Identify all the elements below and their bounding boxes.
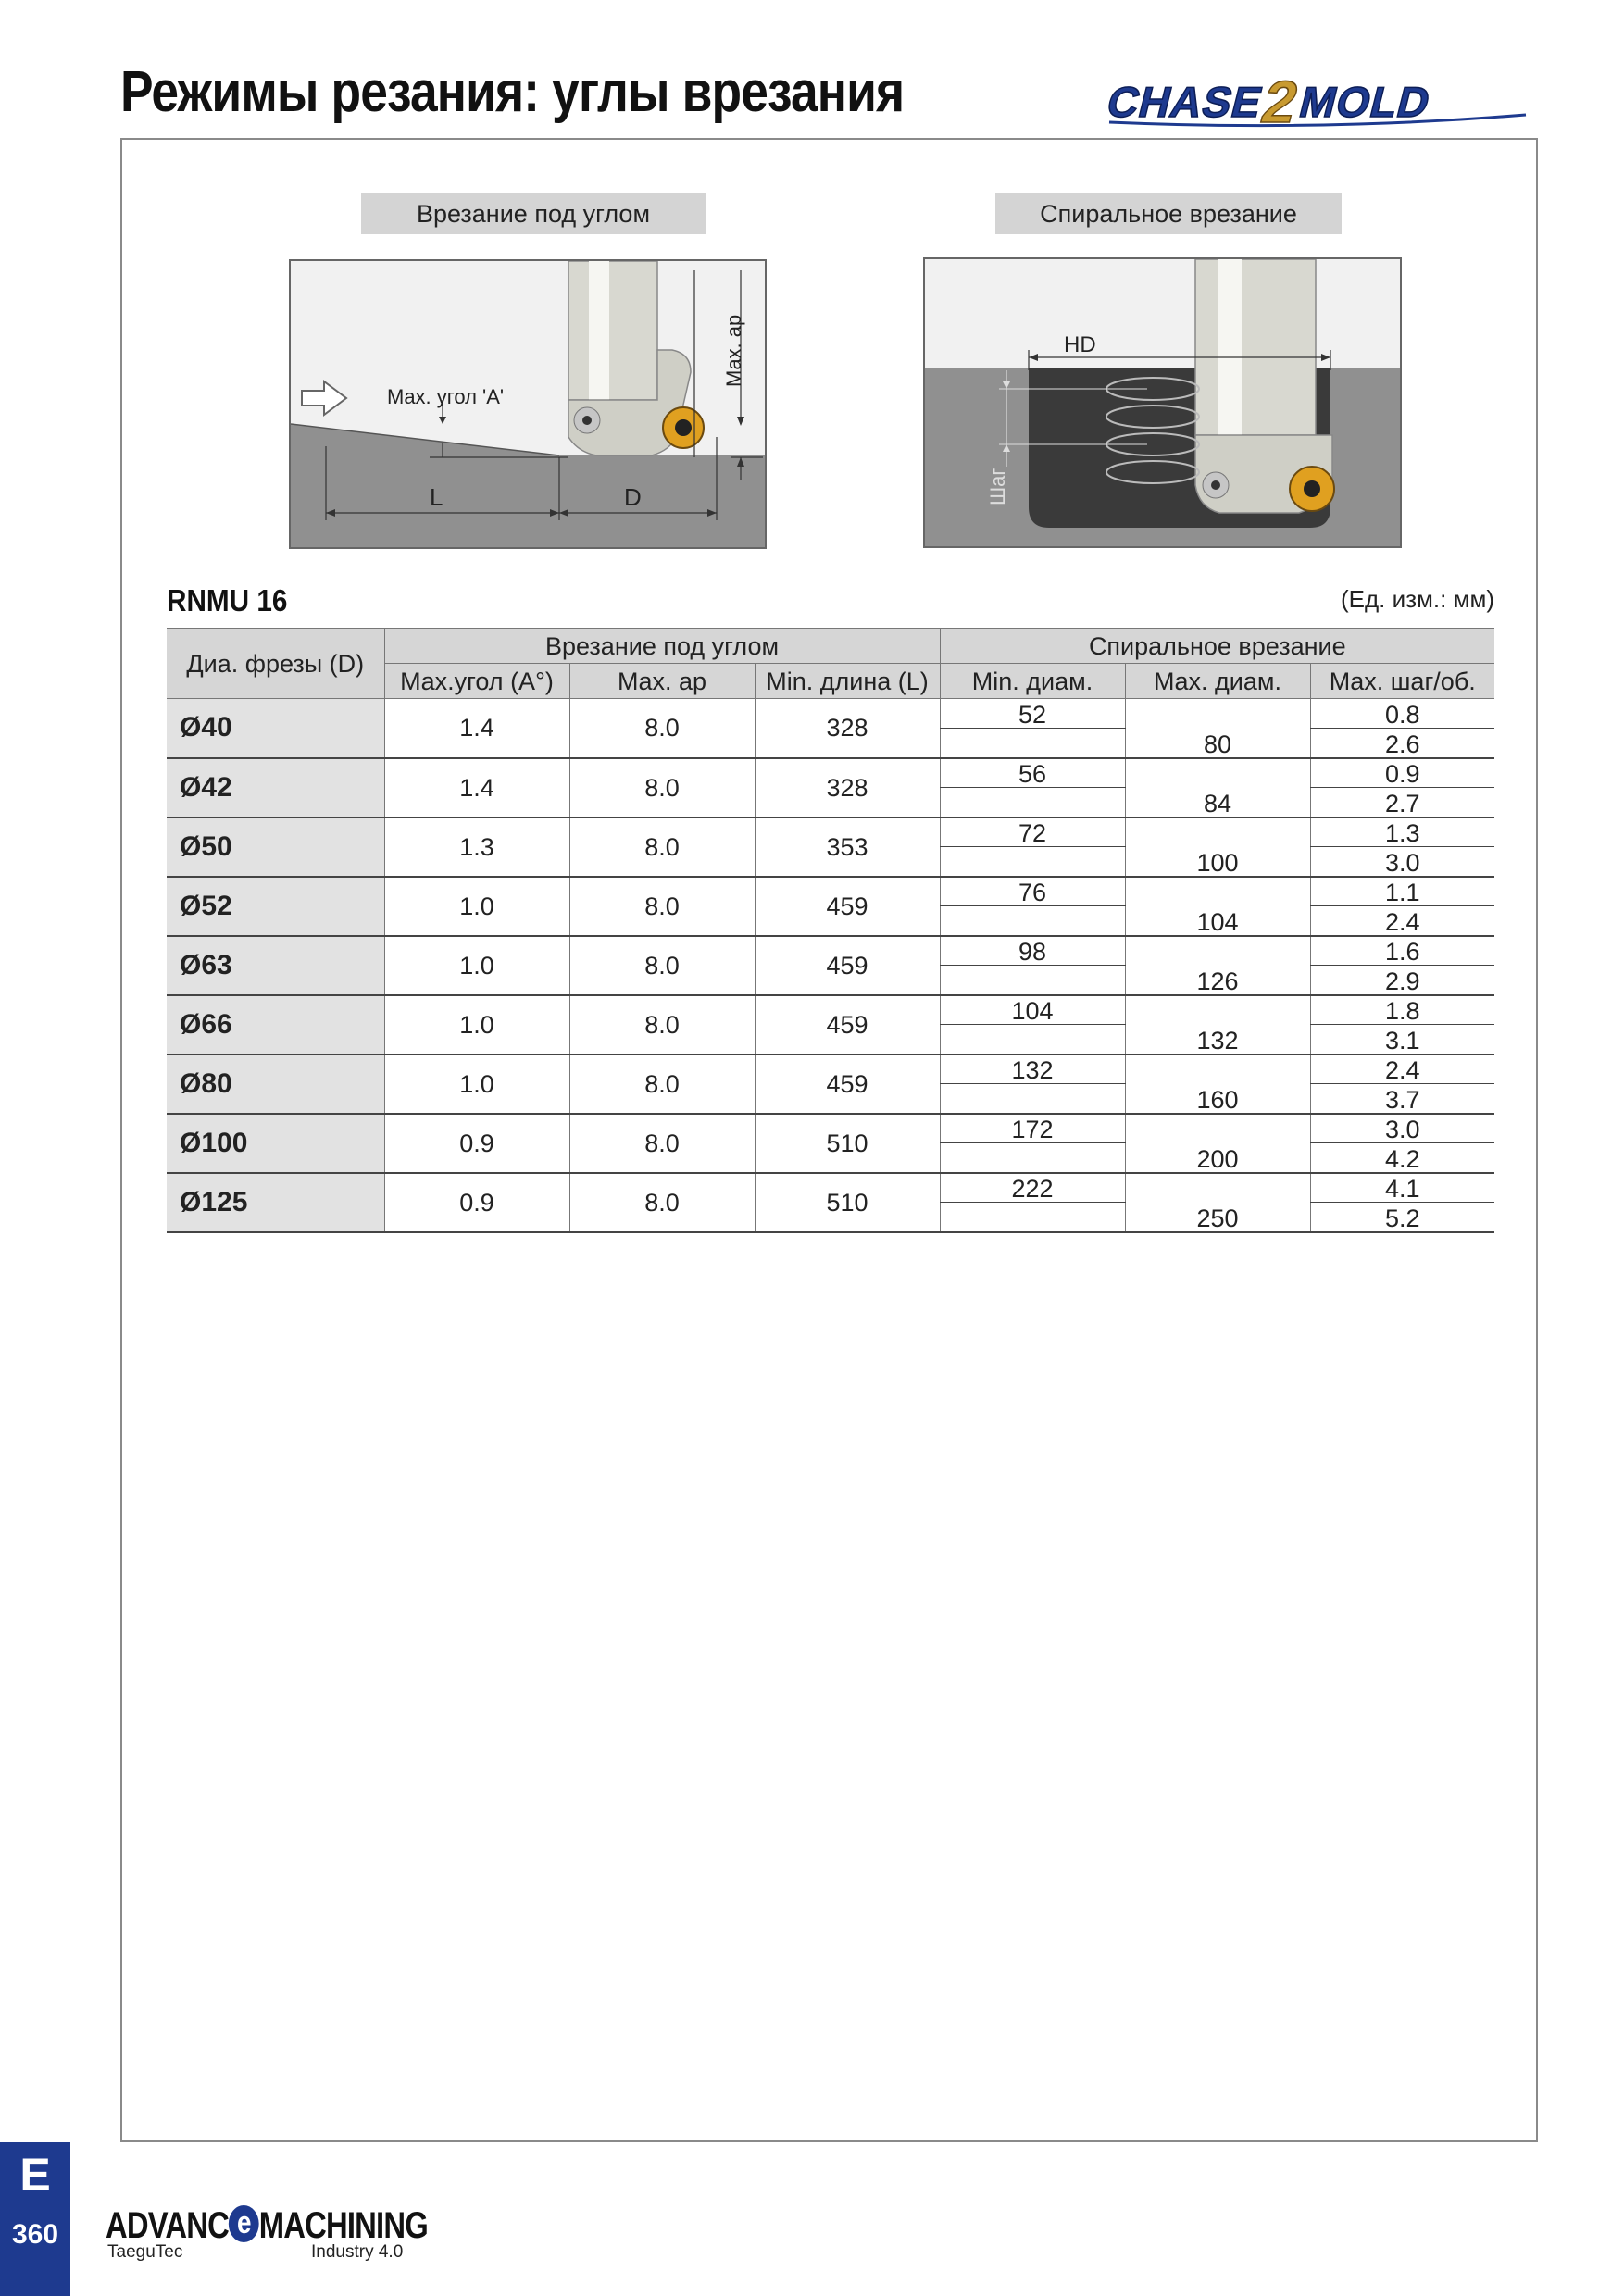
min-pitch-cell: 1.1 [1310, 877, 1494, 906]
min-length-cell: 353 [755, 817, 940, 877]
max-pitch-cell: 2.4 [1310, 906, 1494, 936]
column-header: Max.угол (A°) [384, 664, 569, 699]
table-row [167, 817, 1494, 847]
svg-text:2: 2 [1255, 69, 1305, 133]
max-pitch-cell: 3.1 [1310, 1025, 1494, 1054]
max-diameter-cell: 84 [1125, 788, 1310, 817]
empty-cell [940, 1025, 1125, 1054]
max-diameter-cell: 132 [1125, 1025, 1310, 1054]
max-pitch-cell: 2.7 [1310, 788, 1494, 817]
units-note: (Ед. изм.: мм) [1340, 585, 1494, 613]
table-row [167, 1054, 1494, 1084]
empty-cell [940, 729, 1125, 758]
min-pitch-cell: 0.8 [1310, 699, 1494, 729]
pitch-label: Шаг [986, 468, 1009, 505]
min-diameter-cell: 98 [940, 936, 1125, 966]
diameter-cell: Ø50 [167, 817, 384, 877]
max-diameter-cell: 126 [1125, 966, 1310, 995]
max-ap-cell: 8.0 [569, 936, 755, 995]
min-length-cell: 328 [755, 758, 940, 817]
brand-e-icon: e [229, 2205, 259, 2242]
page-title: Режимы резания: углы врезания [120, 60, 905, 124]
empty-cell [940, 1203, 1125, 1232]
max-angle-cell: 1.4 [384, 699, 569, 758]
column-header: Min. диам. [940, 664, 1125, 699]
empty-cell [940, 906, 1125, 936]
helical-caption: Спиральное врезание [995, 193, 1342, 234]
advance-machining-logo [106, 2205, 498, 2262]
min-length-cell: 510 [755, 1173, 940, 1232]
max-ap-cell: 8.0 [569, 817, 755, 877]
max-ap-cell: 8.0 [569, 1054, 755, 1114]
chase2mold-logo [1091, 69, 1554, 138]
column-header: Max. ap [569, 664, 755, 699]
max-angle-cell: 0.9 [384, 1114, 569, 1173]
diameter-cell: Ø80 [167, 1054, 384, 1114]
empty-cell [1125, 817, 1310, 847]
max-angle-cell: 1.4 [384, 758, 569, 817]
min-length-cell: 459 [755, 1054, 940, 1114]
diameter-cell: Ø66 [167, 995, 384, 1054]
empty-cell [940, 847, 1125, 877]
max-ap-cell: 8.0 [569, 758, 755, 817]
ramping-group-header: Врезание под углом [384, 629, 940, 664]
max-pitch-cell: 2.9 [1310, 966, 1494, 995]
ramping-caption: Врезание под углом [361, 193, 706, 234]
empty-cell [1125, 1114, 1310, 1143]
min-pitch-cell: 4.1 [1310, 1173, 1494, 1203]
max-pitch-cell: 4.2 [1310, 1143, 1494, 1173]
min-pitch-cell: 1.3 [1310, 817, 1494, 847]
max-angle-cell: 1.0 [384, 995, 569, 1054]
table-row [167, 699, 1494, 729]
empty-cell [1125, 936, 1310, 966]
max-ap-label: Max. ap [722, 314, 745, 387]
min-pitch-cell: 3.0 [1310, 1114, 1494, 1143]
table-row [167, 1173, 1494, 1203]
diameter-header: Диа. фрезы (D) [167, 629, 384, 699]
max-pitch-cell: 3.0 [1310, 847, 1494, 877]
min-length-cell: 459 [755, 877, 940, 936]
max-angle-cell: 1.0 [384, 877, 569, 936]
brand-left: ADVANC [106, 2205, 229, 2246]
product-code: RNMU 16 [167, 583, 288, 618]
length-l-label: L [430, 483, 443, 511]
diameter-cell: Ø100 [167, 1114, 384, 1173]
empty-cell [1125, 995, 1310, 1025]
tool-shank [568, 261, 657, 400]
max-pitch-cell: 2.6 [1310, 729, 1494, 758]
min-diameter-cell: 76 [940, 877, 1125, 906]
min-pitch-cell: 1.6 [1310, 936, 1494, 966]
column-header: Max. диам. [1125, 664, 1310, 699]
diameter-cell: Ø40 [167, 699, 384, 758]
section-letter: E [19, 2149, 51, 2201]
diameter-cell: Ø42 [167, 758, 384, 817]
max-diameter-cell: 80 [1125, 729, 1310, 758]
table-row [167, 936, 1494, 966]
page-number: 360 [11, 2219, 59, 2250]
empty-cell [1125, 877, 1310, 906]
max-angle-label: Max. угол 'A' [387, 385, 505, 408]
max-ap-cell: 8.0 [569, 995, 755, 1054]
max-pitch-cell: 5.2 [1310, 1203, 1494, 1232]
max-ap-cell: 8.0 [569, 1114, 755, 1173]
helical-diagram [923, 257, 1402, 548]
empty-cell [1125, 699, 1310, 729]
max-angle-cell: 1.3 [384, 817, 569, 877]
min-length-cell: 459 [755, 995, 940, 1054]
diameter-cell: Ø63 [167, 936, 384, 995]
max-ap-cell: 8.0 [569, 1173, 755, 1232]
table-row [167, 995, 1494, 1025]
min-length-cell: 459 [755, 936, 940, 995]
hd-label: HD [1064, 332, 1096, 357]
min-diameter-cell: 132 [940, 1054, 1125, 1084]
svg-text:CHASE: CHASE [1102, 78, 1268, 126]
min-pitch-cell: 2.4 [1310, 1054, 1494, 1084]
diameter-d-label: D [624, 483, 642, 511]
max-diameter-cell: 100 [1125, 847, 1310, 877]
max-diameter-cell: 160 [1125, 1084, 1310, 1114]
min-diameter-cell: 222 [940, 1173, 1125, 1203]
min-diameter-cell: 52 [940, 699, 1125, 729]
max-ap-cell: 8.0 [569, 877, 755, 936]
max-diameter-cell: 250 [1125, 1203, 1310, 1232]
table-row [167, 1114, 1494, 1143]
empty-cell [940, 966, 1125, 995]
min-length-cell: 328 [755, 699, 940, 758]
min-diameter-cell: 104 [940, 995, 1125, 1025]
min-pitch-cell: 1.8 [1310, 995, 1494, 1025]
max-diameter-cell: 104 [1125, 906, 1310, 936]
min-diameter-cell: 172 [940, 1114, 1125, 1143]
svg-text:MOLD: MOLD [1294, 78, 1436, 126]
min-diameter-cell: 72 [940, 817, 1125, 847]
empty-cell [1125, 1054, 1310, 1084]
table-row [167, 877, 1494, 906]
max-pitch-cell: 3.7 [1310, 1084, 1494, 1114]
max-diameter-cell: 200 [1125, 1143, 1310, 1173]
min-length-cell: 510 [755, 1114, 940, 1173]
empty-cell [940, 1084, 1125, 1114]
brand-sub-right: Industry 4.0 [311, 2242, 404, 2262]
diameter-cell: Ø125 [167, 1173, 384, 1232]
column-header: Max. шаг/об. [1310, 664, 1494, 699]
max-ap-cell: 8.0 [569, 699, 755, 758]
tool-shank [1195, 259, 1316, 435]
column-header: Min. длина (L) [755, 664, 940, 699]
helical-group-header: Спиральное врезание [940, 629, 1494, 664]
ramping-diagram [289, 259, 767, 549]
feed-arrow-icon [302, 381, 346, 415]
max-angle-cell: 1.0 [384, 1054, 569, 1114]
cutting-data-table [167, 628, 1494, 1233]
min-pitch-cell: 0.9 [1310, 758, 1494, 788]
max-angle-cell: 1.0 [384, 936, 569, 995]
empty-cell [1125, 758, 1310, 788]
brand-right: MACHINING [258, 2205, 428, 2246]
brand-sub-left: TaeguTec [107, 2242, 183, 2262]
empty-cell [940, 1143, 1125, 1173]
table-row [167, 758, 1494, 788]
min-diameter-cell: 56 [940, 758, 1125, 788]
empty-cell [940, 788, 1125, 817]
diameter-cell: Ø52 [167, 877, 384, 936]
empty-cell [1125, 1173, 1310, 1203]
max-angle-cell: 0.9 [384, 1173, 569, 1232]
